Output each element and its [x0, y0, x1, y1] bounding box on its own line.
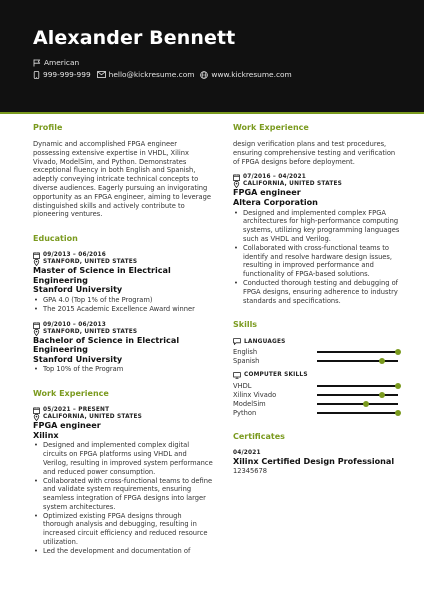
work-xilinx-bullets — [33, 441, 213, 555]
skill-row-english — [233, 347, 403, 356]
work-xilinx-dates — [33, 407, 213, 414]
list-item: • The 2015 Academic Excellence Award winner — [33, 305, 213, 314]
computer-skills — [233, 381, 403, 418]
work-xilinx-role: FPGA engineer — [33, 420, 101, 431]
skill-level-dot — [395, 410, 401, 416]
certificate-name: Xilinx Certified Design Professional — [233, 456, 395, 467]
candidate-name: Alexander Bennett — [33, 27, 236, 49]
skill-row-modelsim — [233, 400, 403, 409]
education-entry-1 — [33, 252, 213, 313]
education-entry-2 — [33, 322, 213, 375]
work-entry-xilinx — [33, 407, 213, 556]
education-2-dates-text: 09/2010 – 06/2013 — [43, 321, 106, 328]
list-item: • Conducted thorough testing and debugging of FPGA designs, ensuring adherence to industry standards and specifications. — [233, 279, 403, 305]
phone — [33, 70, 91, 79]
education-1-school: Stanford University — [33, 284, 123, 295]
profile-heading: Profile — [33, 123, 63, 132]
languages-subheading — [233, 338, 403, 345]
work-altera-dates-text: 07/2016 – 04/2021 — [243, 174, 306, 181]
language-skills — [233, 347, 403, 366]
work-altera-company: Altera Corporation — [233, 196, 318, 207]
list-item: • Collaborated with cross-functional teams to define and validate system requirements, ensuring seamless integration of FPGA designs into larger system architectures. — [33, 477, 213, 512]
resume-header — [0, 0, 424, 112]
list-item: • Collaborated with cross-functional teams to identify and resolve hardware design issues, resulting in improved performance and functionality of FPGA-based solutions. — [233, 244, 403, 279]
header-accent-line — [0, 112, 424, 114]
chat-bubble-icon — [233, 338, 241, 345]
phone-text: 999-999-999 — [43, 70, 91, 79]
nationality-text: American — [44, 58, 80, 67]
email-text[interactable]: hello@kickresume.com — [108, 70, 195, 79]
education-1-bullets — [33, 296, 213, 314]
languages-label: LANGUAGES — [244, 338, 286, 345]
education-heading: Education — [33, 234, 78, 244]
calendar-icon — [33, 252, 40, 259]
website-text[interactable]: www.kickresume.com — [211, 70, 292, 79]
work-altera-bullets — [233, 209, 403, 306]
skill-name: Python — [233, 409, 257, 418]
skill-level-bar — [317, 394, 398, 396]
skill-name: English — [233, 347, 258, 356]
skill-row-vhdl — [233, 381, 403, 390]
skill-name: Spanish — [233, 357, 260, 366]
skill-level-dot — [379, 392, 385, 398]
nationality — [33, 58, 79, 67]
skills-heading: Skills — [233, 320, 258, 330]
work-experience-heading-left: Work Experience — [33, 389, 109, 399]
website[interactable] — [200, 70, 291, 79]
education-1-degree: Master of Science in Electrical Engineering — [33, 265, 171, 285]
calendar-icon — [233, 174, 240, 181]
work-entry-altera — [233, 174, 403, 305]
computer-skills-label: COMPUTER SKILLS — [244, 372, 308, 379]
list-item: • Optimized existing FPGA designs through thorough analysis and debugging, resulting in increased circuit efficiency and reduced resource utilization. — [33, 512, 213, 547]
nationality-row — [33, 58, 85, 67]
monitor-icon — [233, 372, 241, 379]
work-altera-location-text: CALIFORNIA, UNITED STATES — [243, 181, 343, 188]
skill-level-dot — [379, 358, 385, 364]
skill-name: VHDL — [233, 381, 252, 390]
skill-row-python — [233, 409, 403, 418]
certificate-date: 04/2021 — [233, 450, 261, 457]
profile-text: Dynamic and accomplished FPGA engineer possessing extensive expertise in VHDL, Xilinx Vivado, ModelSim, and Python. Demonstrates exceptional fluency in both English and Spanish, adeptly conveying intricate technical concepts to diverse audiences. Eagerly pursuing an invigorating opportunity as an FPGA engineer, aiming to leverage distinguished skills and actively contribute to pioneering ventures. — [33, 140, 211, 219]
computer-skills-subheading — [233, 372, 403, 379]
calendar-icon — [33, 407, 40, 414]
education-1-dates — [33, 252, 213, 259]
flag-icon — [33, 59, 41, 67]
skill-level-dot — [395, 383, 401, 389]
education-2-school: Stanford University — [33, 353, 123, 364]
certificate-number: 12345678 — [233, 466, 268, 475]
mail-icon — [97, 71, 106, 78]
work-xilinx-company: Xilinx — [33, 429, 59, 440]
globe-icon — [200, 71, 208, 79]
skill-level-dot — [395, 349, 401, 355]
list-item: • Designed and implemented complex digital circuits on FPGA platforms using VHDL and Verilog, resulting in improved system performance and reduced power consumption. — [33, 441, 213, 476]
contact-row — [33, 70, 298, 79]
education-2-location-text: STANFORD, UNITED STATES — [43, 328, 138, 335]
certificate-entry — [233, 450, 403, 475]
skill-level-bar — [317, 360, 398, 362]
work-altera-role: FPGA engineer — [233, 187, 301, 198]
list-item: • GPA 4.0 (Top 1% of the Program) — [33, 296, 213, 305]
work-altera-dates — [233, 174, 403, 181]
education-1-dates-text: 09/2013 – 06/2016 — [43, 252, 106, 259]
right-column — [233, 120, 403, 476]
skill-level-bar — [317, 403, 398, 405]
work-experience-heading-right: Work Experience — [233, 123, 309, 132]
skill-level-dot — [363, 401, 369, 407]
education-2-dates — [33, 322, 213, 329]
calendar-icon — [33, 322, 40, 329]
skill-name: Xilinx Vivado — [233, 390, 277, 399]
list-item: • Designed and implemented complex FPGA architectures for high-performance computing systems, utilizing key programming languages such as VHDL and Verilog. — [233, 209, 403, 244]
skill-row-xilinx-vivado — [233, 390, 403, 399]
skill-name: ModelSim — [233, 400, 266, 409]
education-2-bullets — [33, 365, 213, 374]
left-column — [33, 120, 213, 556]
education-2-degree: Bachelor of Science in Electrical Engineering — [33, 334, 180, 355]
skill-level-bar — [317, 412, 398, 414]
skill-level-bar — [317, 385, 398, 387]
list-item: • Led the development and documentation of — [33, 547, 213, 556]
list-item: • Top 10% of the Program — [33, 365, 213, 374]
work-continued-text: design verification plans and test procedures, ensuring comprehensive testing and verification of FPGA designs before deployment. — [233, 140, 396, 166]
skill-row-spanish — [233, 357, 403, 366]
work-xilinx-dates-text: 05/2021 – PRESENT — [43, 407, 110, 414]
certificates-heading: Certificates — [233, 432, 285, 442]
skill-level-bar — [317, 351, 398, 353]
email[interactable] — [97, 70, 195, 79]
work-xilinx-location-text: CALIFORNIA, UNITED STATES — [43, 414, 143, 421]
phone-icon — [33, 71, 40, 79]
education-1-location-text: STANFORD, UNITED STATES — [43, 259, 138, 266]
